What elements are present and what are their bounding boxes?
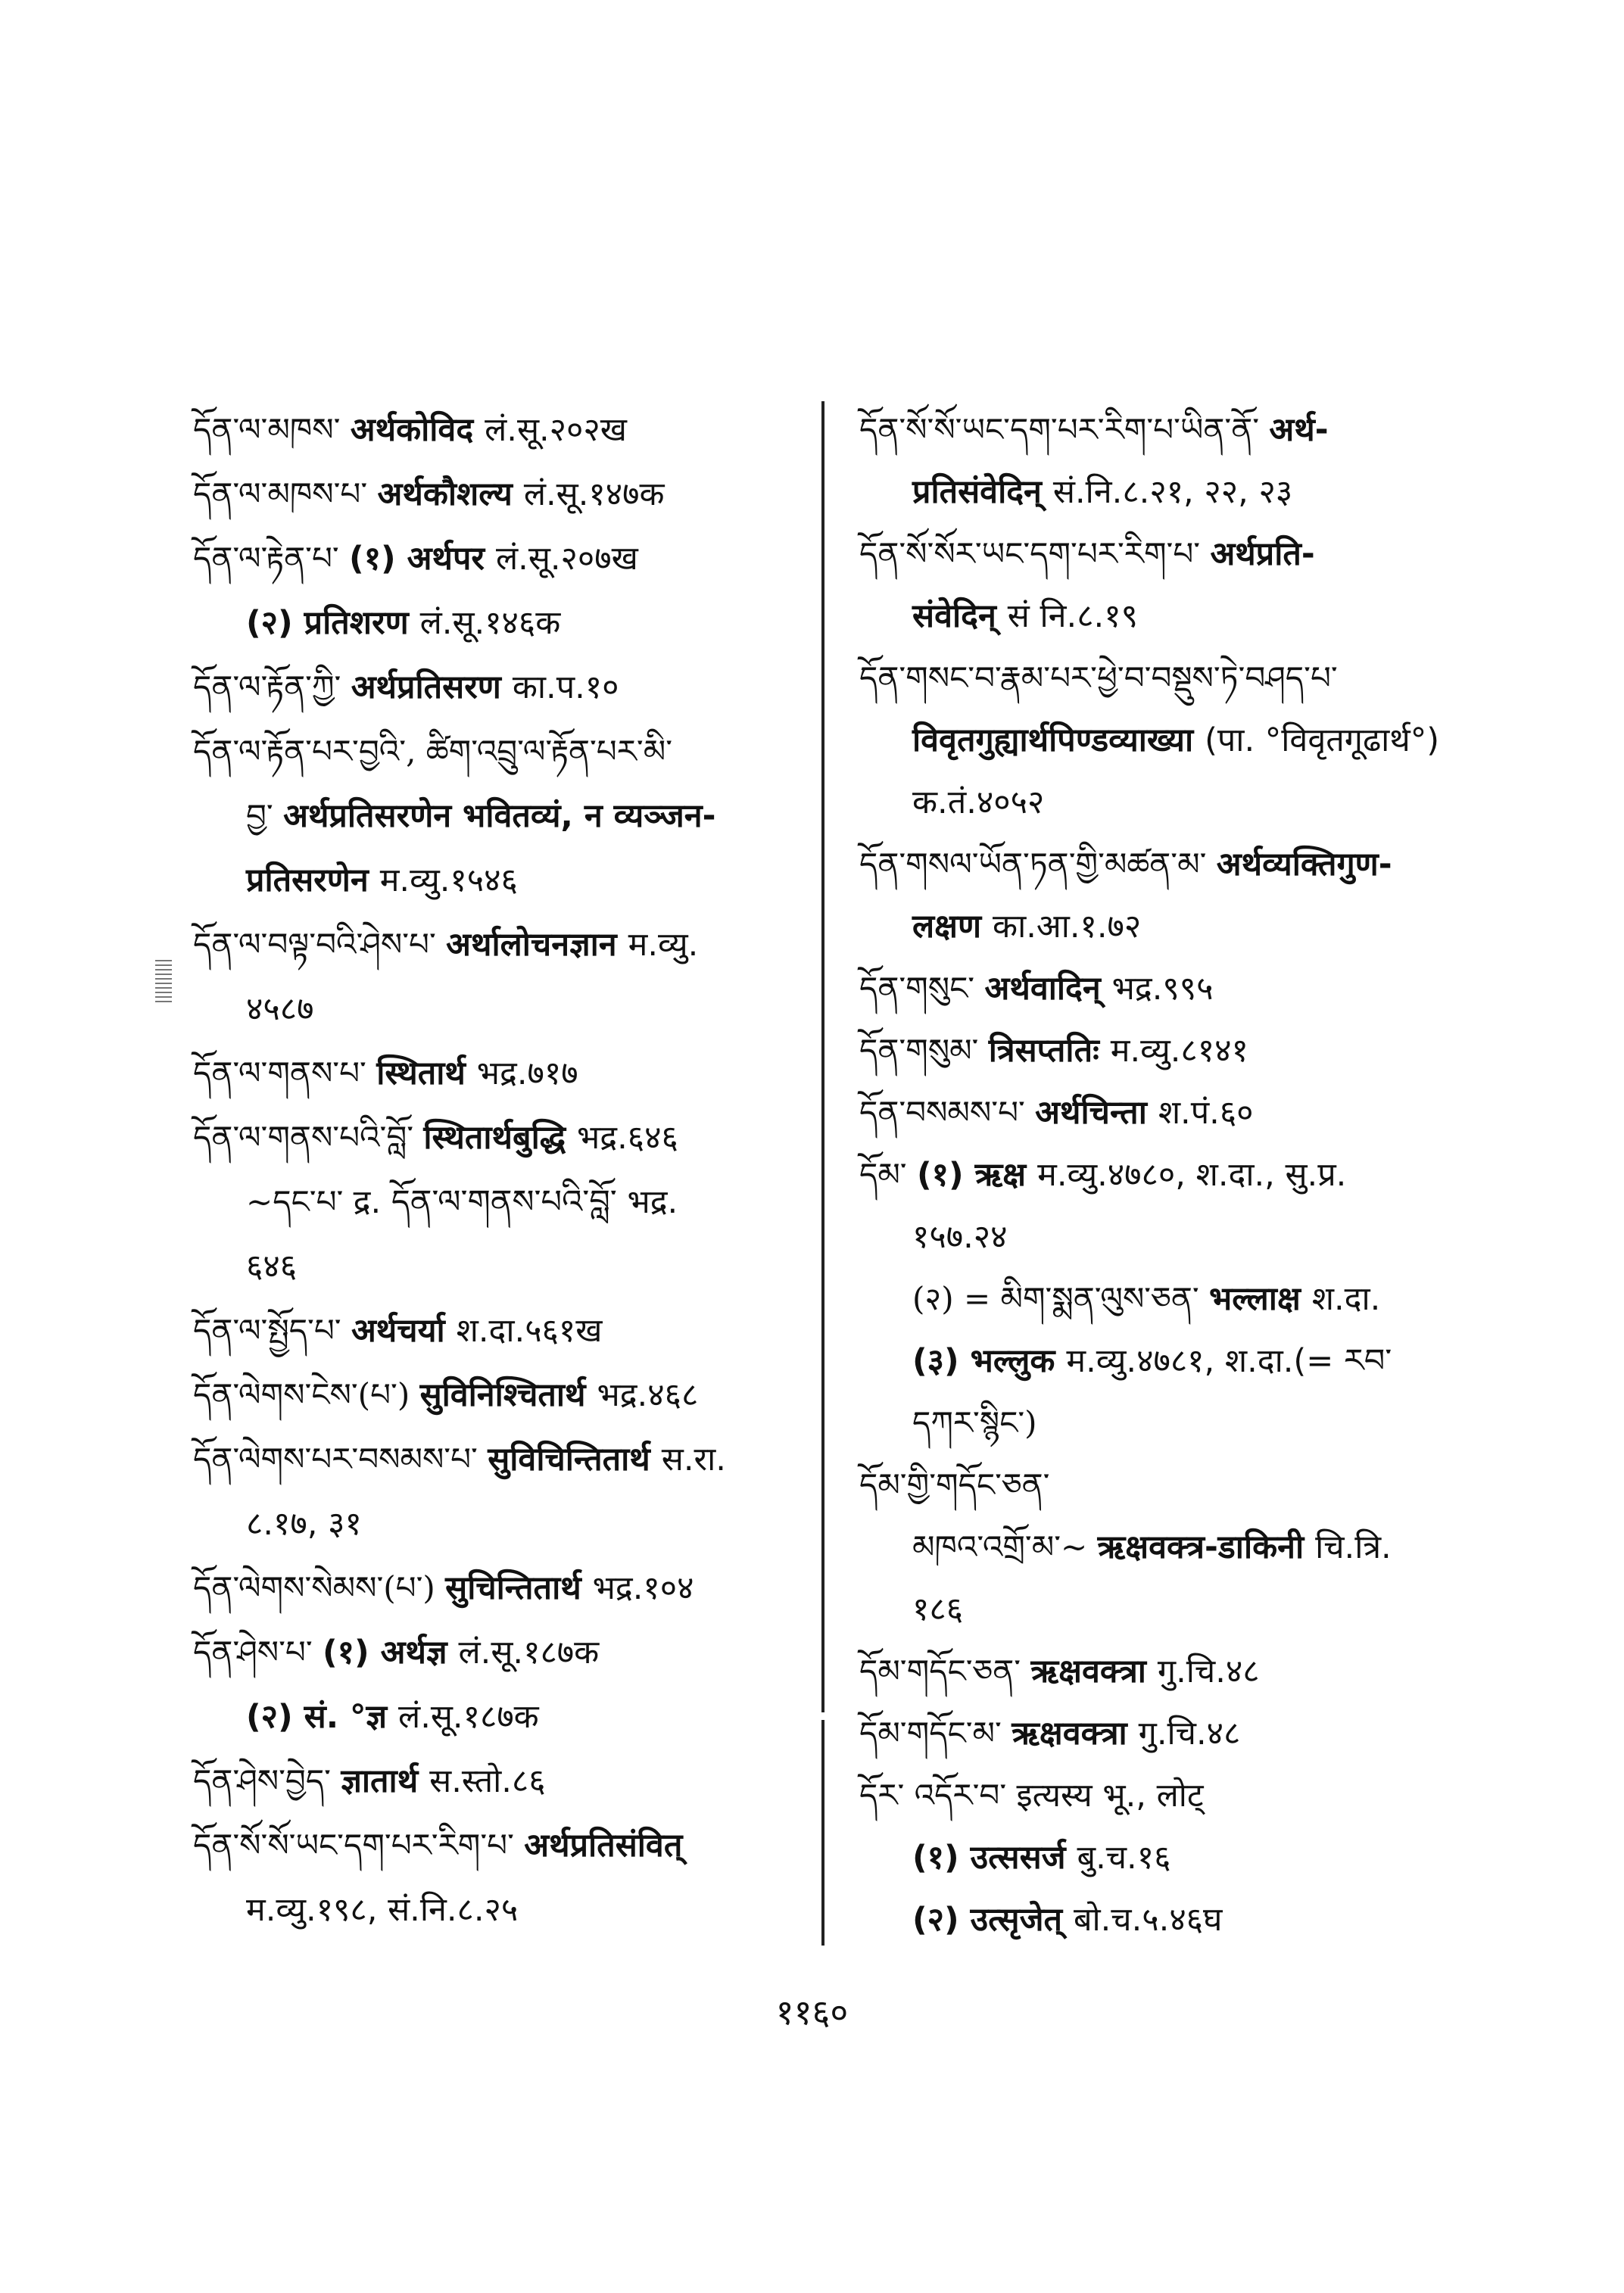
- source-reference: १८६: [912, 1590, 964, 1628]
- source-reference: भद्र.९९५: [1111, 970, 1214, 1008]
- entry-continuation: [193, 852, 518, 909]
- dictionary-entry: [859, 1705, 1240, 1762]
- entry-continuation: [859, 1829, 1170, 1886]
- tibetan-headword: དོམ་: [859, 1156, 917, 1193]
- entry-continuation: [859, 1332, 1392, 1390]
- sanskrit-equivalent: अर्थकोविद: [350, 411, 485, 449]
- entry-continuation: [193, 1173, 678, 1231]
- entry-continuation: [193, 1881, 518, 1939]
- tibetan-headword: དོར་ འདོར་བ་: [859, 1777, 1017, 1814]
- source-reference: म.व्यु.४७८०, श.दा., सु.प्र.: [1037, 1156, 1347, 1194]
- entry-continuation: [193, 1238, 297, 1295]
- source-reference: इत्यस्य भू., लोट्: [1016, 1777, 1204, 1815]
- entry-continuation: [859, 463, 1292, 521]
- source-reference: गु.चि.४८: [1138, 1715, 1241, 1752]
- source-reference: क.तं.४०५२: [912, 784, 1045, 821]
- sanskrit-equivalent: ऋक्षवक्त्र-डाकिनी: [1097, 1528, 1316, 1566]
- entry-continuation: [859, 774, 1044, 831]
- column-divider-gap: [817, 1712, 829, 1720]
- tibetan-headword: དོན་སོ་སོ་ཡང་དག་པར་རིག་པ་ཡིན་ནོ་: [859, 411, 1270, 448]
- entry-continuation: [193, 980, 313, 1038]
- entry-continuation: [859, 1208, 1007, 1266]
- tibetan-headword: དོན་གསལ་ཡོན་ཏན་གྱི་མཚན་མ་: [859, 846, 1217, 883]
- entry-continuation: [859, 1581, 963, 1638]
- dictionary-entry: [193, 1045, 578, 1102]
- source-reference: ८.१७, ३१: [246, 1505, 362, 1543]
- tibetan-headword: དོན་ལ་མཁས་: [193, 411, 351, 448]
- tibetan-headword: དོམ་གདོང་ཅན་: [859, 1653, 1031, 1690]
- dictionary-entry: [193, 723, 672, 780]
- sanskrit-equivalent: (१) अर्थज्ञ: [323, 1634, 459, 1671]
- sanskrit-equivalent: ऋक्षवक्त्रा: [1030, 1653, 1158, 1690]
- source-reference: लं.सू.२०७ख: [496, 540, 638, 578]
- tibetan-headword: དོན་སོ་སོ་ཡང་དག་པར་རིག་པ་: [193, 1827, 525, 1864]
- source-reference: भद्र.६४६: [577, 1119, 678, 1157]
- sanskrit-equivalent: अर्थालोचनज्ञान: [446, 926, 628, 964]
- source-reference: ४५८७: [246, 990, 314, 1028]
- entry-continuation: [859, 587, 1138, 645]
- sanskrit-equivalent: सुविचिन्तितार्थ: [488, 1441, 662, 1478]
- dictionary-entry: [193, 1302, 602, 1360]
- source-reference: चि.त्रि.: [1315, 1528, 1392, 1566]
- sanskrit-equivalent: अर्थव्यक्तिगुण-: [1216, 846, 1392, 883]
- source-reference: का.प.१०: [512, 668, 619, 706]
- sanskrit-equivalent: (२) उत्सृजेत्: [912, 1901, 1074, 1939]
- source-reference: का.आ.१.७२: [993, 908, 1142, 946]
- entry-continuation: [859, 712, 1439, 769]
- sanskrit-equivalent: संवेदिन्: [912, 597, 1008, 635]
- tibetan-headword: དོན་གསུང་: [859, 970, 985, 1007]
- source-reference: सं नि.८.१९: [1007, 597, 1138, 635]
- sanskrit-equivalent: प्रतिसरणेन: [246, 861, 380, 899]
- tibetan-headword: དོན་བསམས་པ་: [859, 1094, 1036, 1131]
- tibetan-headword: དོན་ལེགས་སེམས་(པ་): [193, 1569, 446, 1606]
- entry-continuation: [193, 787, 715, 845]
- sanskrit-equivalent: सुविनिश्चितार्थ: [419, 1376, 597, 1414]
- sanskrit-equivalent: त्रिसप्ततिः: [988, 1032, 1111, 1070]
- source-reference: श.दा.: [1311, 1280, 1381, 1318]
- dictionary-entry: [859, 401, 1329, 459]
- tibetan-headword: (२) = མིག་སྨན་ལུས་ཅན་: [912, 1280, 1210, 1317]
- source-reference: गु.चि.४८: [1157, 1653, 1260, 1690]
- source-reference: लं.सू.२०२ख: [485, 411, 627, 449]
- source-reference: म.व्यु.४७८१, श.दा.(= རབ་: [1066, 1342, 1392, 1380]
- source-reference: स.रा.: [661, 1441, 726, 1478]
- sanskrit-equivalent: भल्लाक्ष: [1209, 1280, 1312, 1318]
- dictionary-entry: [859, 650, 1338, 707]
- tibetan-headword: མཁའ་འགྲོ་མ་~: [912, 1528, 1098, 1566]
- sanskrit-equivalent: अर्थप्रतिसंवित्: [524, 1827, 683, 1865]
- margin-mark: [155, 960, 172, 1002]
- sanskrit-equivalent: प्रतिसंवेदिन्: [912, 473, 1053, 511]
- entry-continuation: [193, 594, 560, 652]
- dictionary-entry: [193, 1817, 682, 1874]
- source-reference: सं.नि.८.२१, २२, २३: [1052, 473, 1293, 511]
- source-reference: म.व्यु.१५४६: [379, 861, 518, 899]
- tibetan-headword: དོན་གསུམ་: [859, 1032, 989, 1069]
- dictionary-entry: [859, 1456, 1050, 1514]
- dictionary-entry: [193, 1431, 726, 1488]
- source-reference: म.व्यु.८१४१: [1110, 1032, 1248, 1070]
- source-reference: द्र. དོན་ལ་གནས་པའི་བློ་ भद्र.: [353, 1183, 678, 1221]
- source-reference: श.पं.६०: [1158, 1094, 1254, 1132]
- tibetan-headword: དོན་ལ་བལྟ་བའི་ཤེས་པ་: [193, 926, 447, 963]
- dictionary-entry: [193, 1752, 546, 1810]
- dictionary-entry: [859, 1084, 1254, 1142]
- source-reference: लं.सू.१८७क: [458, 1634, 600, 1671]
- sanskrit-equivalent: ऋक्षवक्त्रा: [1011, 1715, 1139, 1752]
- tibetan-headword: དོན་སོ་སོར་ཡང་དག་པར་རིག་པ་: [859, 535, 1211, 572]
- source-reference: म.व्यु.१९८, सं.नि.८.२५: [246, 1891, 519, 1929]
- entry-continuation: [859, 1270, 1380, 1328]
- dictionary-entry: [859, 1643, 1260, 1700]
- entry-continuation: [859, 898, 1141, 955]
- entry-continuation: [193, 1495, 362, 1553]
- dictionary-entry: [193, 659, 619, 716]
- tibetan-headword: དོན་ལེགས་ངེས་(པ་): [193, 1376, 420, 1413]
- source-reference: ६४६: [246, 1248, 298, 1285]
- source-reference: लं.सू.१८७क: [398, 1698, 539, 1736]
- sanskrit-equivalent: अर्थवादिन्: [984, 970, 1112, 1008]
- tibetan-headword: དོན་ཤེས་བྱེད་: [193, 1762, 341, 1799]
- sanskrit-equivalent: (२) सं. °ज्ञ: [246, 1698, 399, 1736]
- source-reference: भद्र.७१७: [476, 1055, 578, 1092]
- sanskrit-equivalent: (२) प्रतिशरण: [246, 604, 420, 642]
- sanskrit-equivalent: अर्थ-: [1269, 411, 1329, 449]
- dictionary-entry: [859, 960, 1213, 1017]
- entry-continuation: [859, 1394, 1037, 1452]
- tibetan-headword: དོམ་གདོང་མ་: [859, 1715, 1012, 1752]
- dictionary-entry: [193, 530, 638, 587]
- sanskrit-equivalent: सुचिन्तितार्थ: [445, 1569, 593, 1607]
- sanskrit-equivalent: (३) भल्लुक: [912, 1342, 1067, 1380]
- tibetan-headword: དོན་གསང་བ་རྣམ་པར་ཕྱེ་བ་བསྡུས་ཏེ་བཤད་པ་: [859, 659, 1338, 696]
- entry-continuation: [859, 1891, 1222, 1949]
- sanskrit-equivalent: अर्थप्रतिसरणेन भवितव्यं, न व्यञ्जन-: [283, 797, 716, 835]
- sanskrit-equivalent: अर्थप्रति-: [1210, 535, 1315, 573]
- tibetan-headword: དོན་ལ་མཁས་པ་: [193, 475, 378, 512]
- dictionary-entry: [859, 1022, 1248, 1080]
- tibetan-headword: དོན་ལ་རྟོན་ཀྱི་: [193, 668, 351, 706]
- source-reference: बो.च.५.४६घ: [1073, 1901, 1223, 1939]
- sanskrit-equivalent: अर्थकौशल्य: [377, 475, 524, 513]
- sanskrit-equivalent: ज्ञातार्थ: [341, 1762, 430, 1800]
- sanskrit-equivalent: अर्थप्रतिसरण: [351, 668, 513, 706]
- source-reference: बु.च.१६: [1077, 1839, 1171, 1877]
- source-reference: भद्र.१०४: [592, 1569, 694, 1607]
- dictionary-entry: [859, 836, 1392, 893]
- tibetan-headword: དཀར་སྙིང་): [912, 1404, 1037, 1441]
- tibetan-headword: དོམ་གྱི་གདོང་ཅན་: [859, 1466, 1050, 1503]
- tibetan-headword: དོན་ལ་གནས་པ་: [193, 1055, 377, 1092]
- source-reference: भद्र.४६८: [597, 1376, 699, 1414]
- source-reference: श.दा.५६१ख: [456, 1312, 603, 1350]
- tibetan-headword: བྱ་: [246, 797, 284, 834]
- tibetan-headword: ~དང་པ་: [246, 1183, 354, 1220]
- dictionary-entry: [193, 1366, 698, 1424]
- dictionary-entry: [859, 525, 1315, 583]
- sanskrit-equivalent: (१) अर्थपर: [349, 540, 496, 578]
- dictionary-entry: [193, 1559, 694, 1617]
- dictionary-entry: [193, 401, 627, 459]
- source-reference: स.स्तो.८६: [429, 1762, 546, 1800]
- tibetan-headword: དོན་ལ་སྤྱོད་པ་: [193, 1312, 351, 1349]
- sanskrit-equivalent: अर्थचर्या: [351, 1312, 457, 1350]
- sanskrit-equivalent: लक्षण: [912, 908, 993, 946]
- dictionary-entry: [859, 1767, 1204, 1824]
- dictionary-entry: [193, 1624, 599, 1681]
- source-reference: १५७.२४: [912, 1218, 1008, 1256]
- tibetan-headword: དོན་ལ་རྟོན་པར་བྱའི་, ཚིག་འབྲུ་ལ་རྟོན་པར་མི་: [193, 733, 673, 770]
- sanskrit-equivalent: अर्थचिन्ता: [1035, 1094, 1158, 1132]
- source-reference: (पा. °विवृतगूढार्थ°): [1205, 721, 1440, 759]
- sanskrit-equivalent: (१) उत्ससर्ज: [912, 1839, 1077, 1877]
- dictionary-entry: [859, 1146, 1346, 1204]
- page-number: ११६०: [775, 1992, 849, 2033]
- source-reference: लं.सू.१४७क: [523, 475, 665, 513]
- sanskrit-equivalent: स्थितार्थबुद्धि: [423, 1119, 578, 1157]
- entry-continuation: [859, 1519, 1392, 1576]
- tibetan-headword: དོན་ཤེས་པ་: [193, 1634, 323, 1671]
- tibetan-headword: དོན་ལ་རྟེན་པ་: [193, 540, 350, 577]
- entry-continuation: [193, 1688, 539, 1746]
- dictionary-entry: [193, 916, 698, 974]
- dictionary-entry: [193, 1109, 678, 1167]
- tibetan-headword: དོན་ལེགས་པར་བསམས་པ་: [193, 1441, 488, 1478]
- sanskrit-equivalent: स्थितार्थ: [376, 1055, 477, 1092]
- source-reference: म.व्यु.: [628, 926, 699, 964]
- tibetan-headword: དོན་ལ་གནས་པའི་བློ་: [193, 1119, 424, 1156]
- dictionary-entry: [193, 466, 664, 523]
- sanskrit-equivalent: (१) ऋक्ष: [916, 1156, 1038, 1194]
- source-reference: लं.सू.१४६क: [419, 604, 561, 642]
- sanskrit-equivalent: विवृतगुह्यार्थपिण्डव्याख्या: [912, 721, 1205, 759]
